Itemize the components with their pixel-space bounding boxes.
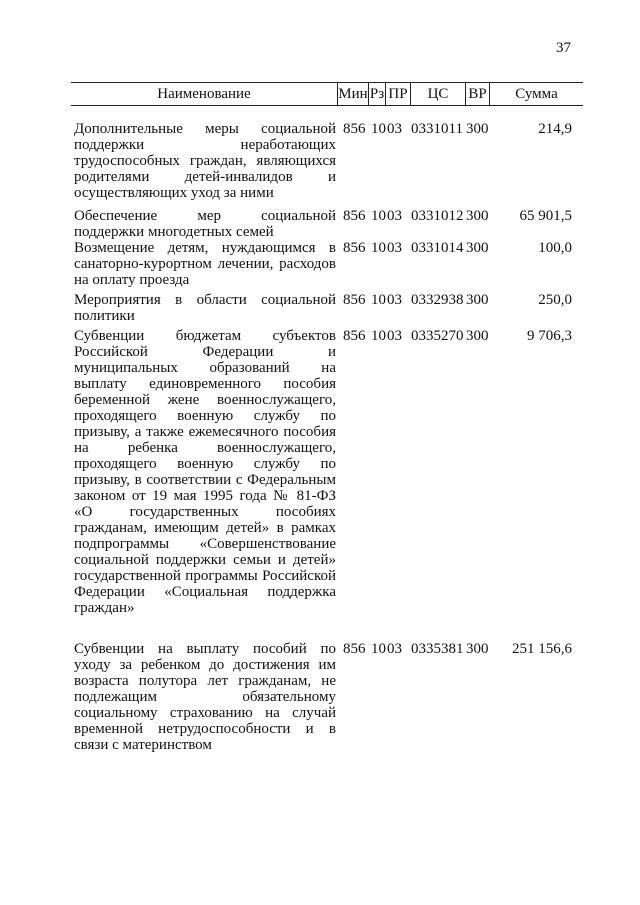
row-vr: 300 xyxy=(466,121,489,137)
row-cs: 0335270 xyxy=(411,328,464,344)
header-min: Мин xyxy=(337,83,368,105)
row-pr: 03 xyxy=(387,121,402,137)
row-name: Субвенции бюджетам субъектов Российской Федерации и муниципальных образований на выплату единовременного пособия беременной жене военнослужащего, проходящего военную службу по призыву, а также ежемесячного пособия на ребенка военнослужащего, проходящего военную службу по призыву, в соответствии с Федеральным законом от 19 мая 1995 года № 81-ФЗ «О государственных пособиях гражданам, имеющим детей» в рамках подпрограммы «Совершенствование социальной поддержки семьи и детей» государственной программы Российской Федерации «Социальная поддержка граждан» xyxy=(74,328,336,616)
row-name: Субвенции на выплату пособий по уходу за ребенком до достижения им возраста полутора лет гражданам, не подлежащим обязательному социальному страхованию на случай временной нетрудоспособности и в связи с материнством xyxy=(74,641,336,753)
row-name: Возмещение детям, нуждающимся в санаторно-курортном лечении, расходов на оплату проезда xyxy=(74,240,336,288)
row-sum: 251 156,6 xyxy=(512,641,572,657)
row-min: 856 xyxy=(343,240,366,256)
row-name: Дополнительные меры социальной поддержки неработающих трудоспособных граждан, являющихся родителями детей-инвалидов и осуществляющих уход за ними xyxy=(74,121,336,201)
row-min: 856 xyxy=(343,121,366,137)
header-name: Наименование xyxy=(157,86,251,102)
row-sum: 100,0 xyxy=(538,240,572,256)
table-header xyxy=(71,82,583,106)
row-cs: 0331012 xyxy=(411,208,464,224)
row-min: 856 xyxy=(343,641,366,657)
row-pr: 03 xyxy=(387,292,402,308)
row-rz: 10 xyxy=(371,641,386,657)
row-rz: 10 xyxy=(371,208,386,224)
row-min: 856 xyxy=(343,328,366,344)
page-number: 37 xyxy=(556,40,571,56)
row-name: Обеспечение мер социальной поддержки многодетных семей xyxy=(74,208,336,240)
row-vr: 300 xyxy=(466,240,489,256)
row-cs: 0331014 xyxy=(411,240,464,256)
row-cs: 0335381 xyxy=(411,641,464,657)
row-pr: 03 xyxy=(387,208,402,224)
row-min: 856 xyxy=(343,208,366,224)
row-name: Мероприятия в области социальной политики xyxy=(74,292,336,324)
row-rz: 10 xyxy=(371,240,386,256)
row-sum: 65 901,5 xyxy=(519,208,572,224)
row-sum: 214,9 xyxy=(538,121,572,137)
row-vr: 300 xyxy=(466,641,489,657)
row-cs: 0331011 xyxy=(411,121,463,137)
row-vr: 300 xyxy=(466,328,489,344)
row-pr: 03 xyxy=(387,641,402,657)
row-vr: 300 xyxy=(466,292,489,308)
row-pr: 03 xyxy=(387,240,402,256)
header-pr: ПР xyxy=(385,83,410,105)
row-rz: 10 xyxy=(371,121,386,137)
header-vr: ВР xyxy=(465,83,489,105)
row-sum: 250,0 xyxy=(538,292,572,308)
row-cs: 0332938 xyxy=(411,292,464,308)
row-rz: 10 xyxy=(371,292,386,308)
header-rz: Рз xyxy=(368,83,385,105)
header-sum: Сумма xyxy=(489,83,583,105)
row-vr: 300 xyxy=(466,208,489,224)
row-rz: 10 xyxy=(371,328,386,344)
row-min: 856 xyxy=(343,292,366,308)
row-sum: 9 706,3 xyxy=(527,328,572,344)
header-cs: ЦС xyxy=(410,83,465,105)
row-pr: 03 xyxy=(387,328,402,344)
